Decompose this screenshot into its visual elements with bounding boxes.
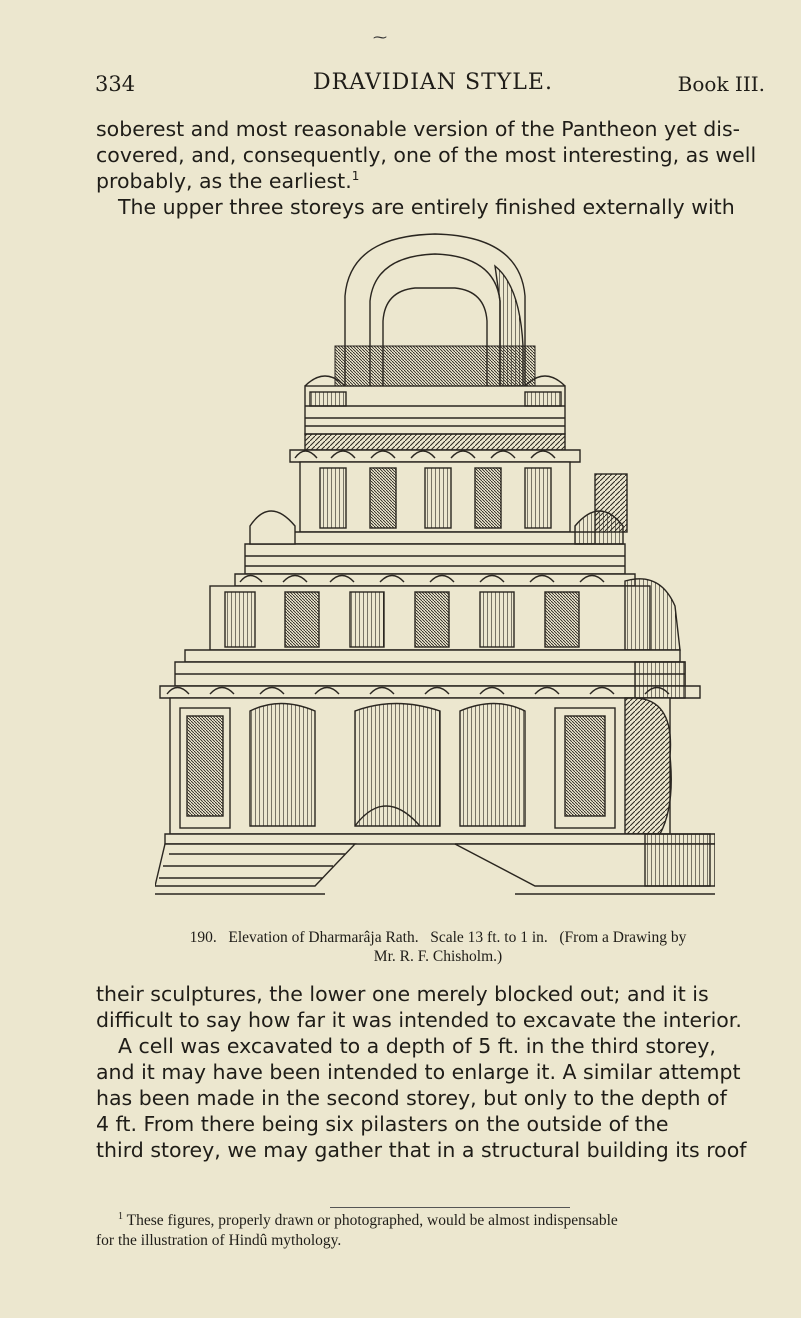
book-reference: Book III. xyxy=(677,72,765,96)
paragraph-bottom xyxy=(96,981,766,1163)
text-line: covered, and, consequently, one of the most interesting, as well xyxy=(96,143,757,167)
paragraph-top xyxy=(96,116,766,220)
text-line: soberest and most reasonable version of the Pantheon yet dis- xyxy=(96,117,741,141)
text-line: has been made in the second storey, but only to the depth of xyxy=(96,1086,727,1110)
ink-mark-top: ⁓ xyxy=(373,30,387,46)
page-number: 334 xyxy=(95,72,136,96)
footnote-reference: 1 xyxy=(351,169,360,184)
text-fragment: These figures, properly drawn or photographed, would be almost indispensable xyxy=(126,1212,618,1229)
caption-line: 190. Elevation of Dharmarâja Rath. Scale 13 ft. to 1 in. (From a Drawing by xyxy=(189,929,687,946)
footnote-line xyxy=(96,1211,766,1231)
text-line: The upper three storeys are entirely finished externally with xyxy=(118,195,735,219)
footnote xyxy=(96,1211,766,1251)
caption-line: Mr. R. F. Chisholm.) xyxy=(373,948,503,965)
text-line: third storey, we may gather that in a structural building its roof xyxy=(96,1138,747,1162)
running-title: DRAVIDIAN STYLE. xyxy=(313,70,553,95)
page-header xyxy=(95,64,765,98)
text-line: 4 ft. From there being six pilasters on the outside of the xyxy=(96,1112,669,1136)
footnote-marker: 1 xyxy=(118,1210,123,1222)
rath-elevation-illustration xyxy=(155,226,715,916)
figure-caption xyxy=(118,928,758,966)
text-line xyxy=(96,168,766,194)
text-line: A cell was excavated to a depth of 5 ft. in the third storey, xyxy=(118,1034,716,1058)
footnote-line: for the illustration of Hindû mythology. xyxy=(96,1232,342,1249)
text-fragment: probably, as the earliest. xyxy=(96,169,352,193)
text-line: difficult to say how far it was intended to excavate the interior. xyxy=(96,1008,742,1032)
text-line: and it may have been intended to enlarge it. A similar attempt xyxy=(96,1060,741,1084)
footnote-divider xyxy=(330,1207,570,1208)
text-line: their sculptures, the lower one merely blocked out; and it is xyxy=(96,982,709,1006)
